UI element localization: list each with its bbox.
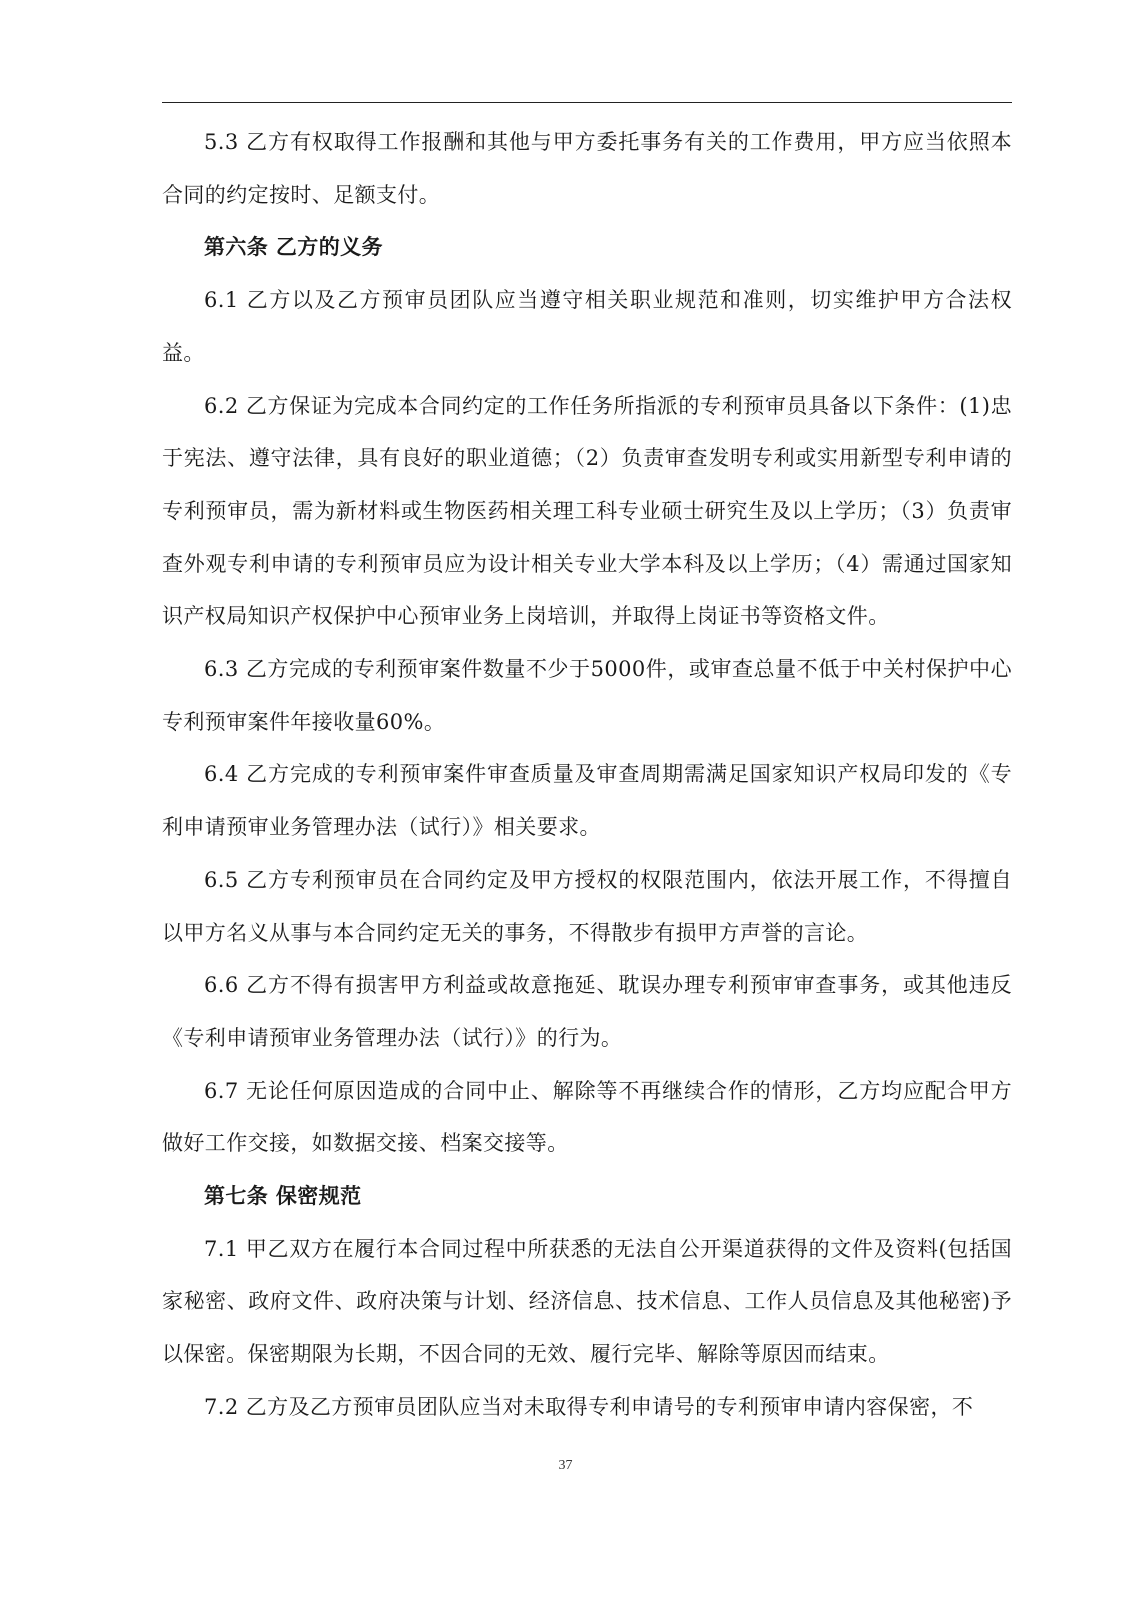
header-rule [162, 102, 1012, 103]
clause-5-3: 5.3 乙方有权取得工作报酬和其他与甲方委托事务有关的工作费用，甲方应当依照本合同的约定按时、足额支付。 [162, 130, 1012, 207]
document-body [162, 116, 1012, 1434]
clause-6-6: 6.6 乙方不得有损害甲方利益或故意拖延、耽误办理专利预审审查事务，或其他违反《专利申请预审业务管理办法（试行）》的行为。 [162, 973, 1012, 1050]
clause-6-2: 6.2 乙方保证为完成本合同约定的工作任务所指派的专利预审员具备以下条件：(1)忠于宪法、遵守法律，具有良好的职业道德；（2）负责审查发明专利或实用新型专利申请的专利预审员，需为新材料或生物医药相关理工科专业硕士研究生及以上学历；（3）负责审查外观专利申请的专利预审员应为设计相关专业大学本科及以上学历；（4）需通过国家知识产权局知识产权保护中心预审业务上岗培训，并取得上岗证书等资格文件。 [162, 393, 1012, 629]
clause-6-7: 6.7 无论任何原因造成的合同中止、解除等不再继续合作的情形，乙方均应配合甲方做好工作交接，如数据交接、档案交接等。 [162, 1078, 1012, 1156]
clause-6-3: 6.3 乙方完成的专利预审案件数量不少于5000件，或审查总量不低于中关村保护中心专利预审案件年接收量60%。 [162, 657, 1012, 734]
article-6-heading: 第六条 乙方的义务 [204, 234, 383, 260]
page-number: 37 [558, 1458, 573, 1473]
clause-6-4: 6.4 乙方完成的专利预审案件审查质量及审查周期需满足国家知识产权局印发的《专利申请预审业务管理办法（试行）》相关要求。 [162, 762, 1012, 840]
clause-7-1: 7.1 甲乙双方在履行本合同过程中所获悉的无法自公开渠道获得的文件及资料(包括国家秘密、政府文件、政府决策与计划、经济信息、技术信息、工作人员信息及其他秘密)予以保密。保密期限为长期，不因合同的无效、履行完毕、解除等原因而结束。 [162, 1236, 1012, 1367]
clause-7-2: 7.2 乙方及乙方预审员团队应当对未取得专利申请号的专利预审申请内容保密，不 [204, 1394, 974, 1419]
clause-6-1: 6.1 乙方以及乙方预审员团队应当遵守相关职业规范和准则，切实维护甲方合法权益。 [162, 288, 1012, 365]
article-7-heading: 第七条 保密规范 [204, 1183, 362, 1209]
clause-6-5: 6.5 乙方专利预审员在合同约定及甲方授权的权限范围内，依法开展工作，不得擅自以甲方名义从事与本合同约定无关的事务，不得散步有损甲方声誉的言论。 [162, 867, 1012, 945]
